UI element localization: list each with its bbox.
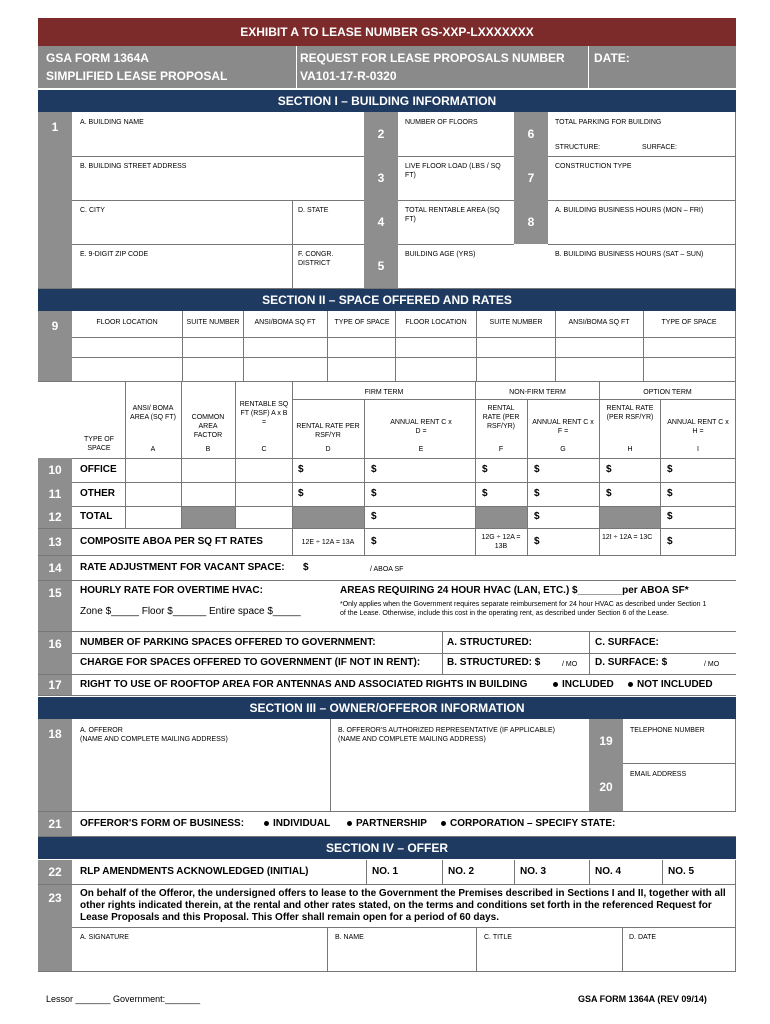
- field-number-9: 9: [38, 311, 72, 381]
- col-rental-rate-option: RENTAL RATE (PER RSF/YR): [606, 405, 654, 421]
- col-suite-number-1: SUITE NUMBER: [186, 319, 240, 326]
- composite-13c: 12I ÷ 12A = 13C: [602, 534, 653, 541]
- col-ansi-boma-1: ANSI/BOMA SQ FT: [254, 319, 316, 326]
- composite-i-dollar[interactable]: $: [667, 536, 673, 547]
- rate-adjustment-label: RATE ADJUSTMENT FOR VACANT SPACE:: [80, 562, 285, 573]
- street-address-field[interactable]: B. BUILDING STREET ADDRESS: [80, 163, 187, 170]
- rate-adjustment-unit: / ABOA SF: [370, 566, 404, 573]
- total-g-dollar[interactable]: $: [534, 511, 540, 522]
- rate-adjustment-dollar[interactable]: $: [303, 562, 309, 573]
- date-field[interactable]: D. DATE: [629, 934, 657, 941]
- section-3-title: SECTION III – OWNER/OFFEROR INFORMATION: [38, 697, 736, 719]
- exhibit-title: EXHIBIT A TO LEASE NUMBER GS-XXP-LXXXXXXX: [240, 25, 534, 39]
- col-annual-rent-option: ANNUAL RENT C x H =: [667, 419, 729, 435]
- field-number-12: 12: [38, 506, 72, 528]
- row-office: OFFICE: [80, 464, 117, 475]
- field-number-19: 19: [589, 719, 623, 763]
- col-suite-number-2: SUITE NUMBER: [489, 319, 543, 326]
- not-included-option[interactable]: [628, 679, 713, 691]
- field-number-4: 4: [364, 200, 398, 244]
- other-i-dollar[interactable]: $: [667, 488, 673, 499]
- zip-field[interactable]: E. 9-DIGIT ZIP CODE: [80, 251, 149, 258]
- c-surface-field[interactable]: C. SURFACE:: [595, 637, 659, 648]
- field-number-7: 7: [514, 156, 548, 200]
- total-shaded-h: [600, 507, 660, 528]
- letter-e: E: [418, 446, 424, 453]
- composite-13a: 12E ÷ 12A = 13A: [301, 539, 355, 546]
- hours-sat-sun-field[interactable]: B. BUILDING BUSINESS HOURS (SAT – SUN): [555, 251, 704, 258]
- composite-13b: 12G ÷ 12A = 13B: [481, 534, 521, 550]
- radio-bullet-icon: [628, 682, 633, 687]
- field-number-6: 6: [514, 112, 548, 156]
- composite-g-dollar[interactable]: $: [534, 536, 540, 547]
- b-structured-mo: / MO: [562, 661, 578, 668]
- d-surface-field[interactable]: D. SURFACE: $: [595, 657, 668, 668]
- field-number-22: 22: [38, 860, 72, 884]
- composite-label: COMPOSITE ABOA PER SQ FT RATES: [80, 536, 263, 547]
- field-number-15: 15: [38, 581, 72, 631]
- col-annual-rent-firm: ANNUAL RENT C x D =: [390, 419, 452, 435]
- col-annual-rent-nonfirm: ANNUAL RENT C x F =: [532, 419, 594, 435]
- total-shaded-f: [476, 507, 527, 528]
- col-rentable-sqft: RENTABLE SQ FT (RSF) A x B =: [239, 401, 289, 426]
- email-field[interactable]: EMAIL ADDRESS: [630, 771, 687, 778]
- building-age-field[interactable]: BUILDING AGE (YRS): [405, 251, 476, 258]
- offeror-sub: (NAME AND COMPLETE MAILING ADDRESS): [80, 736, 228, 743]
- state-field[interactable]: D. STATE: [298, 207, 329, 214]
- city-field[interactable]: C. CITY: [80, 207, 105, 214]
- field-number-8: 8: [514, 200, 548, 244]
- not-included-label: NOT INCLUDED: [637, 679, 713, 690]
- floors-field[interactable]: NUMBER OF FLOORS: [405, 119, 478, 126]
- radio-bullet-icon: [347, 821, 352, 826]
- field-number-11: 11: [38, 482, 72, 506]
- radio-bullet-icon: [264, 821, 269, 826]
- radio-bullet-icon: [441, 821, 446, 826]
- rooftop-label: RIGHT TO USE OF ROOFTOP AREA FOR ANTENNAS AND ASSOCIATED RIGHTS IN BUILDING: [80, 679, 528, 690]
- corporation-option[interactable]: [441, 818, 615, 830]
- rlp-number: VA101-17-R-0320: [300, 69, 397, 83]
- total-i-dollar[interactable]: $: [667, 511, 673, 522]
- letter-c: C: [261, 446, 267, 453]
- form-revision: GSA FORM 1364A (REV 09/14): [578, 994, 707, 1004]
- col-type-space-1: TYPE OF SPACE: [334, 319, 390, 326]
- col-type-space-2: TYPE OF SPACE: [661, 319, 717, 326]
- areas-24hr-note: *Only applies when the Government requires separate reimbursement for 24 hour HVAC as described under Section 1 of the Lease. Otherwise, include this cost in the operating rent, as described under Section 6 of the Lease.: [340, 601, 707, 617]
- field-number-13: 13: [38, 529, 72, 555]
- amendment-no-5[interactable]: NO. 5: [668, 866, 695, 877]
- amendment-no-3[interactable]: NO. 3: [520, 866, 547, 877]
- letter-i: I: [697, 446, 699, 453]
- option-term-header: OPTION TERM: [643, 389, 692, 396]
- amendment-no-2[interactable]: NO. 2: [448, 866, 475, 877]
- other-h-dollar[interactable]: $: [606, 488, 612, 499]
- letter-f: F: [498, 446, 504, 453]
- section-1-title: SECTION I – BUILDING INFORMATION: [38, 90, 736, 112]
- total-e-dollar[interactable]: $: [371, 511, 377, 522]
- corporation-label: CORPORATION – SPECIFY STATE:: [450, 818, 616, 829]
- field-number-18: 18: [38, 719, 72, 811]
- d-surface-mo: / MO: [704, 661, 720, 668]
- a-structured-field[interactable]: A. STRUCTURED:: [447, 637, 532, 648]
- areas-24hr-hvac[interactable]: AREAS REQUIRING 24 HOUR HVAC (LAN, ETC.) $________per ABOA SF*: [340, 585, 689, 596]
- rlp-label: REQUEST FOR LEASE PROPOSALS NUMBER: [300, 51, 565, 65]
- col-rental-rate-nonfirm: RENTAL RATE (PER RSF/YR): [482, 405, 520, 430]
- amendment-no-4[interactable]: NO. 4: [595, 866, 622, 877]
- col-ansi-boma-2: ANSI/BOMA SQ FT: [568, 319, 630, 326]
- included-option[interactable]: [553, 679, 614, 691]
- parking-spaces-label: NUMBER OF PARKING SPACES OFFERED TO GOVERNMENT:: [80, 637, 376, 648]
- office-h-dollar[interactable]: $: [606, 464, 612, 475]
- total-shaded-d: [293, 507, 364, 528]
- row-other: OTHER: [80, 488, 115, 499]
- hourly-hvac-label: HOURLY RATE FOR OVERTIME HVAC:: [80, 585, 263, 596]
- other-e-dollar[interactable]: $: [371, 488, 377, 499]
- charge-spaces-label: CHARGE FOR SPACES OFFERED TO GOVERNMENT (IF NOT IN RENT):: [80, 657, 421, 668]
- field-number-5: 5: [364, 244, 398, 288]
- field-number-2: 2: [364, 112, 398, 156]
- composite-e-dollar[interactable]: $: [371, 536, 377, 547]
- b-structured-field[interactable]: B. STRUCTURED: $: [447, 657, 541, 668]
- individual-option[interactable]: [264, 818, 330, 830]
- row-total: TOTAL: [80, 511, 113, 522]
- included-label: INCLUDED: [562, 679, 614, 690]
- col-floor-location-1: FLOOR LOCATION: [96, 319, 158, 326]
- col-type-of-space: TYPE OF SPACE: [84, 436, 114, 452]
- partnership-option[interactable]: [347, 818, 427, 830]
- initials-line[interactable]: Lessor _______ Government:_______: [46, 994, 201, 1004]
- partnership-label: PARTNERSHIP: [356, 818, 427, 829]
- letter-g: G: [560, 446, 566, 453]
- other-d-dollar[interactable]: $: [298, 488, 304, 499]
- exhibit-title-bar: [38, 18, 736, 46]
- section-2-title: SECTION II – SPACE OFFERED AND RATES: [38, 289, 736, 311]
- signature-field[interactable]: A. SIGNATURE: [80, 934, 129, 941]
- total-shaded-b: [182, 507, 235, 528]
- construction-type-field[interactable]: CONSTRUCTION TYPE: [555, 163, 632, 170]
- field-number-23: 23: [38, 885, 72, 972]
- col-rental-rate-firm: RENTAL RATE PER RSF/YR: [296, 423, 360, 439]
- firm-term-header: FIRM TERM: [364, 389, 404, 396]
- field-number-16: 16: [38, 632, 72, 674]
- date-label: DATE:: [594, 51, 630, 65]
- col-ansi-boma-area: ANSI/ BOMA AREA (SQ FT): [130, 405, 176, 421]
- other-f-dollar[interactable]: $: [482, 488, 488, 499]
- field-number-14: 14: [38, 556, 72, 580]
- offeror-field[interactable]: A. OFFEROR: [80, 727, 123, 734]
- nonfirm-term-header: NON-FIRM TERM: [509, 389, 566, 396]
- name-field[interactable]: B. NAME: [335, 934, 364, 941]
- section-4-title: SECTION IV – OFFER: [38, 837, 736, 859]
- zone-floor-entire[interactable]: Zone $_____ Floor $______ Entire space $_____: [80, 606, 301, 617]
- field-number-20: 20: [589, 763, 623, 811]
- field-number-1: 1: [38, 112, 72, 288]
- letter-a: A: [150, 446, 156, 453]
- business-form-label: OFFEROR'S FORM OF BUSINESS:: [80, 818, 245, 829]
- amendment-no-1[interactable]: NO. 1: [372, 866, 399, 877]
- office-i-dollar[interactable]: $: [667, 464, 673, 475]
- letter-h: H: [627, 446, 633, 453]
- office-g-dollar[interactable]: $: [534, 464, 540, 475]
- col-common-area: COMMON AREA FACTOR: [191, 414, 225, 439]
- parking-field[interactable]: TOTAL PARKING FOR BUILDING: [555, 119, 662, 126]
- live-load-field[interactable]: LIVE FLOOR LOAD (LBS / SQ FT): [405, 163, 501, 179]
- letter-b: B: [205, 446, 211, 453]
- form-name: SIMPLIFIED LEASE PROPOSAL: [46, 69, 228, 83]
- congr-district-field[interactable]: F. CONGR. DISTRICT: [298, 251, 334, 267]
- rentable-area-field[interactable]: TOTAL RENTABLE AREA (SQ FT): [405, 207, 500, 223]
- offer-statement: On behalf of the Offeror, the undersigned offers to lease to the Government the Premises described in Sections I and II, together with all other rights indicated therein, at the rental and other rates stated, on the terms and conditions set forth in the referenced Request for Lease Proposals and this Proposal. This Offer shall remain open for a period of 60 days.: [80, 888, 726, 923]
- field-number-17: 17: [38, 675, 72, 695]
- individual-label: INDIVIDUAL: [273, 818, 331, 829]
- telephone-field[interactable]: TELEPHONE NUMBER: [630, 727, 705, 734]
- title-field[interactable]: C. TITLE: [484, 934, 512, 941]
- parking-surface: SURFACE:: [642, 144, 678, 151]
- office-f-dollar[interactable]: $: [482, 464, 488, 475]
- hours-mon-fri-field[interactable]: A. BUILDING BUSINESS HOURS (MON – FRI): [555, 207, 704, 214]
- letter-d: D: [325, 446, 331, 453]
- building-name-field[interactable]: A. BUILDING NAME: [80, 119, 144, 126]
- representative-sub: (NAME AND COMPLETE MAILING ADDRESS): [338, 736, 486, 743]
- representative-field[interactable]: B. OFFEROR'S AUTHORIZED REPRESENTATIVE (IF APPLICABLE): [338, 727, 555, 734]
- office-d-dollar[interactable]: $: [298, 464, 304, 475]
- form-number: GSA FORM 1364A: [46, 51, 149, 65]
- rlp-amendments-label: RLP AMENDMENTS ACKNOWLEDGED (INITIAL): [80, 866, 309, 877]
- other-g-dollar[interactable]: $: [534, 488, 540, 499]
- field-number-10: 10: [38, 458, 72, 482]
- field-number-3: 3: [364, 156, 398, 200]
- field-number-21: 21: [38, 812, 72, 836]
- col-floor-location-2: FLOOR LOCATION: [405, 319, 467, 326]
- office-e-dollar[interactable]: $: [371, 464, 377, 475]
- radio-bullet-icon: [553, 682, 558, 687]
- parking-structure: STRUCTURE:: [555, 144, 601, 151]
